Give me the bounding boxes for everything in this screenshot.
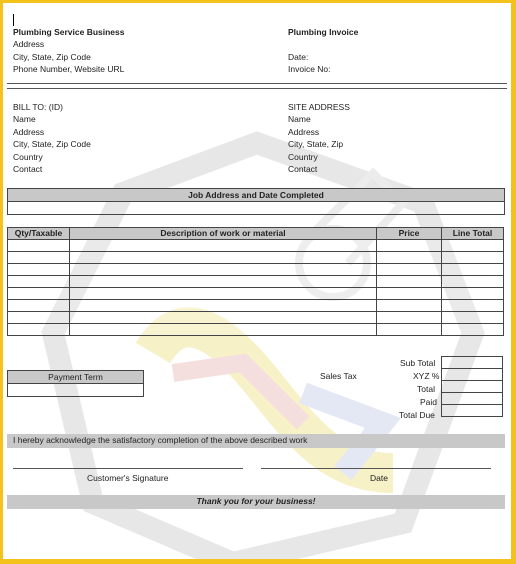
payment-term-field[interactable] bbox=[7, 383, 144, 397]
price-cell[interactable] bbox=[377, 288, 442, 300]
tax-rate-label: XYZ % bbox=[413, 371, 440, 381]
subtotal-label: Sub Total bbox=[400, 358, 436, 368]
qty-cell[interactable] bbox=[8, 312, 70, 324]
bill-to-name: Name bbox=[13, 114, 36, 124]
line-item-row bbox=[8, 312, 504, 324]
line-item-row bbox=[8, 264, 504, 276]
line-item-row bbox=[8, 276, 504, 288]
job-address-field[interactable] bbox=[7, 201, 505, 215]
bill-to-contact: Contact bbox=[13, 164, 43, 174]
site-country: Country bbox=[288, 152, 318, 162]
thank-you-message: Thank you for your business! bbox=[7, 495, 505, 509]
description-cell[interactable] bbox=[70, 264, 377, 276]
header-divider-top bbox=[7, 83, 507, 84]
price-cell[interactable] bbox=[377, 312, 442, 324]
date-signature-line[interactable] bbox=[261, 468, 491, 469]
line-total-cell[interactable] bbox=[442, 324, 504, 336]
payment-term-heading: Payment Term bbox=[7, 370, 144, 384]
total-label: Total bbox=[417, 384, 435, 394]
price-cell[interactable] bbox=[377, 240, 442, 252]
line-total-cell[interactable] bbox=[442, 252, 504, 264]
signature-date-label: Date bbox=[370, 473, 388, 483]
description-cell[interactable] bbox=[70, 252, 377, 264]
line-item-row bbox=[8, 324, 504, 336]
site-contact: Contact bbox=[288, 164, 318, 174]
customer-signature-line[interactable] bbox=[13, 468, 243, 469]
site-address-heading: SITE ADDRESS bbox=[288, 102, 350, 112]
line-item-row bbox=[8, 288, 504, 300]
price-cell[interactable] bbox=[377, 252, 442, 264]
text-cursor bbox=[13, 14, 14, 26]
column-header-line-total: Line Total bbox=[442, 228, 504, 240]
tax-rate-field[interactable] bbox=[442, 369, 503, 381]
line-total-cell[interactable] bbox=[442, 264, 504, 276]
qty-cell[interactable] bbox=[8, 300, 70, 312]
job-address-heading: Job Address and Date Completed bbox=[7, 188, 505, 202]
line-total-cell[interactable] bbox=[442, 312, 504, 324]
price-cell[interactable] bbox=[377, 276, 442, 288]
column-header-description: Description of work or material bbox=[70, 228, 377, 240]
description-cell[interactable] bbox=[70, 312, 377, 324]
site-address-line: Address bbox=[288, 127, 320, 137]
business-city-state-zip: City, State, Zip Code bbox=[13, 52, 91, 62]
line-total-cell[interactable] bbox=[442, 300, 504, 312]
paid-label: Paid bbox=[420, 397, 438, 407]
total-due-field[interactable] bbox=[442, 405, 503, 417]
line-items-header-row bbox=[8, 228, 504, 240]
qty-cell[interactable] bbox=[8, 240, 70, 252]
line-total-cell[interactable] bbox=[442, 288, 504, 300]
line-item-row bbox=[8, 240, 504, 252]
invoice-number-label: Invoice No: bbox=[288, 64, 331, 74]
acknowledgement-text: I hereby acknowledge the satisfactory completion of the above described work bbox=[7, 434, 505, 448]
price-cell[interactable] bbox=[377, 300, 442, 312]
header-divider-bottom bbox=[7, 88, 507, 89]
total-due-label: Total Due bbox=[399, 410, 435, 420]
line-item-row bbox=[8, 300, 504, 312]
business-address: Address bbox=[13, 39, 45, 49]
site-name: Name bbox=[288, 114, 311, 124]
business-name: Plumbing Service Business bbox=[13, 27, 125, 37]
column-header-qty: Qty/Taxable bbox=[8, 228, 70, 240]
site-city-state-zip: City, State, Zip bbox=[288, 139, 344, 149]
qty-cell[interactable] bbox=[8, 288, 70, 300]
business-phone-web: Phone Number, Website URL bbox=[13, 64, 125, 74]
line-items-table bbox=[7, 227, 504, 336]
bill-to-country: Country bbox=[13, 152, 43, 162]
qty-cell[interactable] bbox=[8, 324, 70, 336]
invoice-page bbox=[3, 3, 511, 559]
bill-to-address: Address bbox=[13, 127, 45, 137]
description-cell[interactable] bbox=[70, 324, 377, 336]
line-item-row bbox=[8, 252, 504, 264]
description-cell[interactable] bbox=[70, 276, 377, 288]
description-cell[interactable] bbox=[70, 300, 377, 312]
description-cell[interactable] bbox=[70, 240, 377, 252]
totals-table bbox=[441, 356, 503, 417]
bill-to-city-state-zip: City, State, Zip Code bbox=[13, 139, 91, 149]
price-cell[interactable] bbox=[377, 264, 442, 276]
sales-tax-label: Sales Tax bbox=[320, 371, 357, 381]
invoice-date-label: Date: bbox=[288, 52, 309, 62]
total-field[interactable] bbox=[442, 381, 503, 393]
paid-field[interactable] bbox=[442, 393, 503, 405]
line-total-cell[interactable] bbox=[442, 276, 504, 288]
column-header-price: Price bbox=[377, 228, 442, 240]
subtotal-field[interactable] bbox=[442, 357, 503, 369]
price-cell[interactable] bbox=[377, 324, 442, 336]
qty-cell[interactable] bbox=[8, 252, 70, 264]
invoice-title: Plumbing Invoice bbox=[288, 27, 359, 37]
customer-signature-label: Customer's Signature bbox=[87, 473, 169, 483]
qty-cell[interactable] bbox=[8, 276, 70, 288]
bill-to-heading: BILL TO: (ID) bbox=[13, 102, 63, 112]
qty-cell[interactable] bbox=[8, 264, 70, 276]
description-cell[interactable] bbox=[70, 288, 377, 300]
line-total-cell[interactable] bbox=[442, 240, 504, 252]
